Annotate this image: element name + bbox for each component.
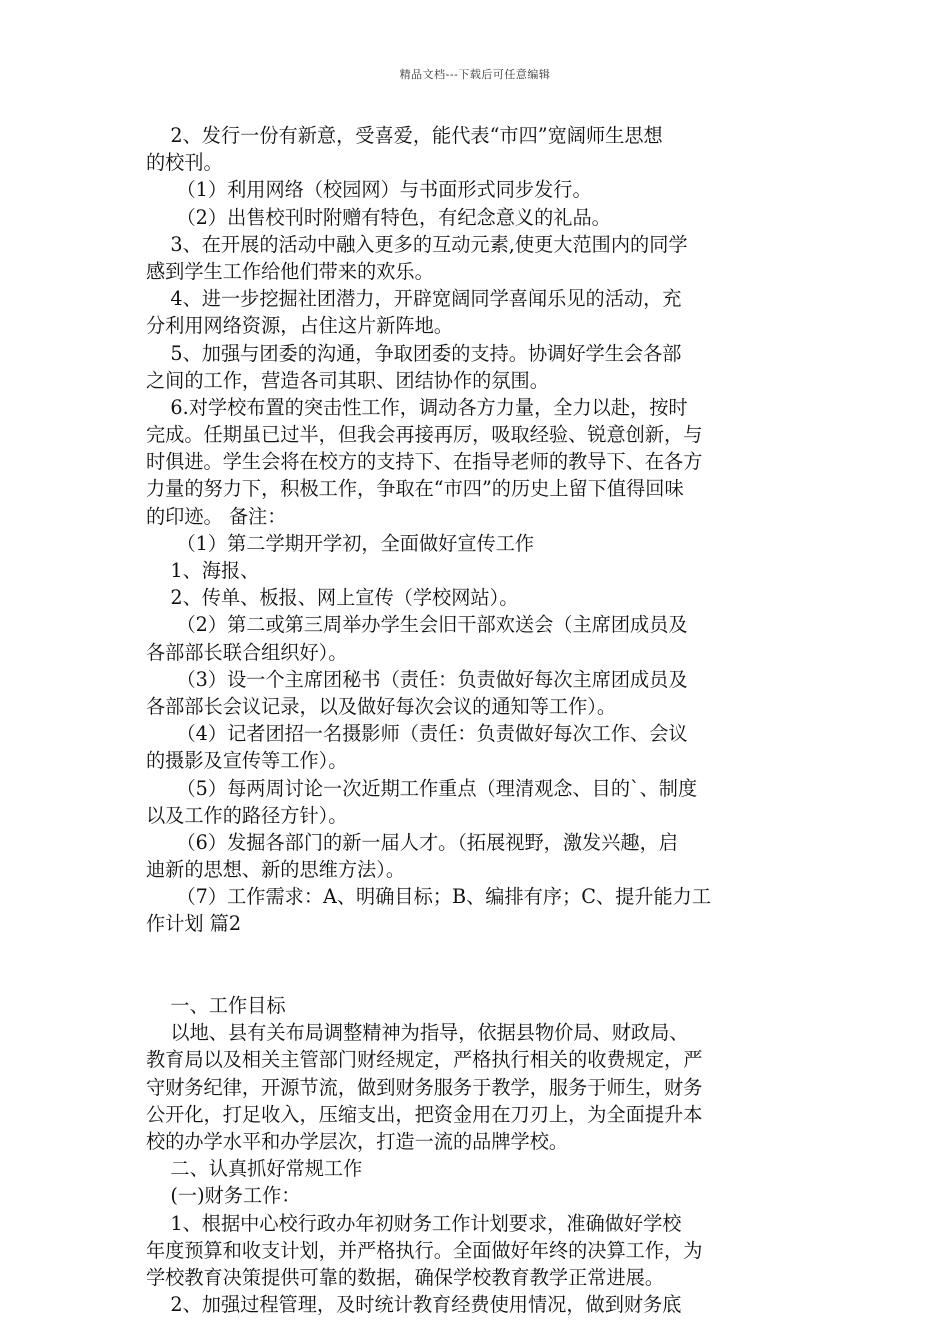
text-line: 之间的工作，营造各司其职、团结协作的氛围。: [146, 368, 549, 392]
text-line: 学校教育决策提供可靠的数据，确保学校教育教学正常进展。: [146, 1265, 665, 1289]
text-line: 作计划 篇2: [146, 912, 242, 936]
text-line: 以及工作的路径方针）。: [146, 803, 348, 827]
text-line: 时俱进。学生会将在校方的支持下、在指导老师的教导下、在各方: [146, 450, 703, 474]
text-line: 教育局以及相关主管部门财经规定，严格执行相关的收费规定，严: [146, 1048, 703, 1072]
text-line: （5）每两周讨论一次近期工作重点（理清观念、目的`、制度: [146, 776, 698, 800]
text-line: 分利用网络资源，占住这片新阵地。: [146, 314, 453, 338]
text-line: 4、进一步挖掘社团潜力，开辟宽阔同学喜闻乐见的活动，充: [146, 287, 682, 311]
text-line: 的校刊。: [146, 151, 223, 175]
text-line: （2）第二或第三周举办学生会旧干部欢送会（主席团成员及: [146, 613, 688, 637]
text-line: 感到学生工作给他们带来的欢乐。: [146, 259, 434, 283]
page-header: 精品文档---下载后可任意编辑: [399, 68, 551, 81]
document-body: [146, 122, 806, 1318]
text-line: 校的办学水平和办学层次，打造一流的品牌学校。: [146, 1129, 569, 1153]
text-line: （7）工作需求：A、明确目标；B、编排有序；C、提升能力工: [146, 885, 712, 909]
text-line: （4）记者团招一名摄影师（责任：负责做好每次工作、会议: [146, 722, 688, 746]
text-line: 的摄影及宣传等工作）。: [146, 749, 348, 773]
text-line: 1、根据中心校行政办年初财务工作计划要求，准确做好学校: [146, 1211, 682, 1235]
section-heading: 二、认真抓好常规工作: [146, 1157, 363, 1181]
text-line: 3、在开展的活动中融入更多的互动元素,使更大范围内的同学: [146, 232, 688, 256]
text-line: 以地、县有关布局调整精神为指导，依据县物价局、财政局、: [146, 1021, 689, 1045]
text-line: 完成。任期虽已过半，但我会再接再厉，吸取经验、锐意创新，与: [146, 423, 703, 447]
text-line: 各部部长联合组织好）。: [146, 640, 348, 664]
text-line: 2、传单、板报、网上宣传（学校网站）。: [146, 586, 519, 610]
section-heading: 一、工作目标: [146, 994, 286, 1018]
text-line: 2、加强过程管理，及时统计教育经费使用情况，做到财务底: [146, 1293, 682, 1317]
text-line: 迪新的思想、新的思维方法）。: [146, 858, 406, 882]
text-line: （2）出售校刊时附赠有特色，有纪念意义的礼品。: [146, 205, 611, 229]
text-line: （1）第二学期开学初，全面做好宣传工作: [146, 531, 535, 555]
text-line: 6.对学校布置的突击性工作，调动各方力量，全力以赴，按时: [146, 395, 688, 419]
text-line: （1）利用网络（校园网）与书面形式同步发行。: [146, 178, 592, 202]
text-line: 各部部长会议记录，以及做好每次会议的通知等工作）。: [146, 694, 617, 718]
text-line: 公开化，打足收入，压缩支出，把资金用在刀刃上，为全面提升本: [146, 1102, 703, 1126]
subsection-heading: (一)财务工作：: [146, 1184, 301, 1208]
text-line: 2、发行一份有新意，受喜爱，能代表“市四”宽阔师生思想: [146, 124, 663, 147]
text-line: （6）发掘各部门的新一届人才。（拓展视野，激发兴趣，启: [146, 830, 678, 854]
text-line: 5、加强与团委的沟通，争取团委的支持。协调好学生会各部: [146, 341, 682, 365]
section-gap: [146, 938, 806, 992]
text-line: 守财务纪律，开源节流，做到财务服务于教学，服务于师生，财务: [146, 1075, 703, 1099]
text-line: 1、海报、: [146, 559, 260, 582]
text-line: （3）设一个主席团秘书（责任：负责做好每次主席团成员及: [146, 667, 688, 691]
text-line: 的印迹。 备注：: [146, 504, 287, 528]
text-line: 年度预算和收支计划，并严格执行。全面做好年终的决算工作，为: [146, 1238, 703, 1262]
text-line: 力量的努力下，积极工作，争取在“市四”的历史上留下值得回味: [146, 477, 684, 501]
